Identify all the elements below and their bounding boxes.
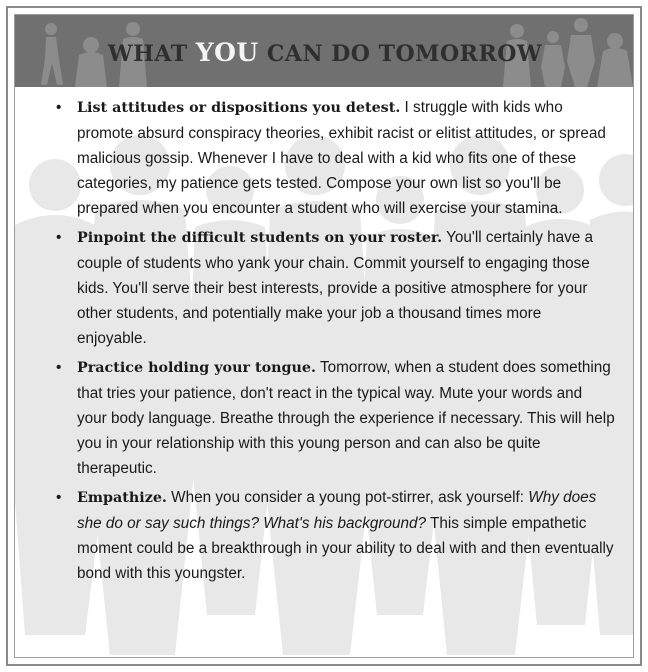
bullet-icon: • <box>56 489 62 506</box>
tip-body: Tomorrow, when a student does something that tries your patience, don't react in the typical way. Mute your words and your body language. Breathe through the experience if necessary. This will help you in your relationship with this young person and can also be quite therapeutic. <box>77 359 615 477</box>
list-item <box>35 355 615 481</box>
bullet-icon: • <box>56 359 62 376</box>
list-item <box>35 225 615 351</box>
tip-heading: Empathize. <box>77 490 167 506</box>
tip-question: Why does she do or say such things? What's his background? <box>77 489 597 532</box>
tip-body-after: This simple empathetic moment could be a breakthrough in your ability to deal with and then eventually bond with this youngster. <box>77 515 614 582</box>
tip-body: You'll certainly have a couple of students who yank your chain. Commit yourself to engaging those kids. You'll serve their best interests, provide a positive atmosphere for your other students, and potentially make your job a thousand times more enjoyable. <box>77 229 594 347</box>
sidebar-inner-frame <box>14 14 634 658</box>
header-band <box>15 15 634 87</box>
tip-heading: List attitudes or dispositions you detest. <box>77 100 401 116</box>
tips-list <box>35 95 615 590</box>
list-item <box>35 485 615 586</box>
bullet-icon: • <box>56 99 62 116</box>
bullet-icon: • <box>56 229 62 246</box>
list-item <box>35 95 615 221</box>
tomorrow-sidebar <box>6 6 642 666</box>
tip-heading: Pinpoint the difficult students on your roster. <box>77 230 443 246</box>
tip-heading: Practice holding your tongue. <box>77 360 316 376</box>
title-emphasis: YOU <box>195 38 259 67</box>
tip-body: When you consider a young pot-stirrer, ask yourself: <box>166 489 529 506</box>
sidebar-title: WHAT YOU CAN DO TOMORROW <box>107 38 543 67</box>
tip-body: I struggle with kids who promote absurd conspiracy theories, exhibit racist or elitist attitudes, or spread malicious gossip. Whenever I have to deal with a kid who fits one of these categories, my patience gets tested. Compose your own list so you'll be prepared when you encounter a student who will exercise your stamina. <box>77 99 606 217</box>
